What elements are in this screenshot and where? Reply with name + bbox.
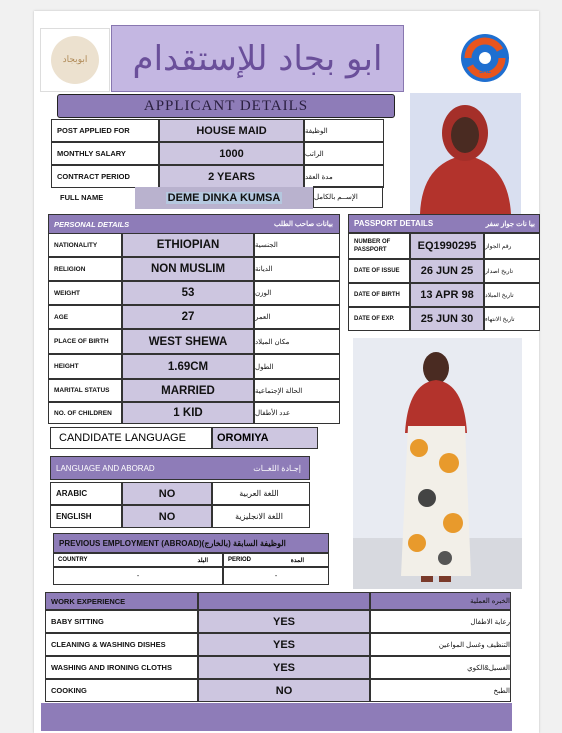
- cv-page: [34, 11, 539, 733]
- personal-detail-label-ar: الحالة الإجتماعية: [254, 379, 340, 402]
- portrait-photo-icon: [410, 93, 521, 214]
- full-name-value: DEME DINKA KUMSA: [135, 187, 313, 209]
- work-experience-value: YES: [198, 656, 370, 679]
- prev-emp-country-value: -: [53, 567, 223, 585]
- personal-detail-label: MARITAL STATUS: [48, 379, 122, 402]
- personal-detail-label-ar: الطول: [254, 354, 340, 379]
- passport-detail-value: 26 JUN 25: [410, 259, 484, 283]
- top-field-value: HOUSE MAID: [159, 119, 304, 142]
- personal-detail-label: AGE: [48, 305, 122, 329]
- saz-logo: [454, 33, 516, 93]
- language-value: NO: [122, 482, 212, 505]
- personal-detail-value: ETHIOPIAN: [122, 233, 254, 257]
- work-experience-label-ar: رعاية الاطفال: [370, 610, 511, 633]
- passport-detail-label-ar: رقم الجواز: [484, 233, 540, 259]
- full-name-label-ar: الإســم بالكامل: [313, 186, 383, 208]
- top-field-label-ar: مدة العقد: [304, 165, 384, 188]
- candidate-language-label: CANDIDATE LANGUAGE: [50, 427, 212, 449]
- top-field-label: MONTHLY SALARY: [51, 142, 159, 165]
- personal-detail-value: MARRIED: [122, 379, 254, 402]
- personal-detail-label: NO. OF CHILDREN: [48, 402, 122, 424]
- top-field-label: CONTRACT PERIOD: [51, 165, 159, 188]
- passport-details-header: PASSPORT DETAILS بيا نات جواز سفر: [348, 214, 540, 233]
- personal-detail-value: 27: [122, 305, 254, 329]
- work-experience-label: COOKING: [45, 679, 198, 702]
- prev-emp-period-value: -: [223, 567, 329, 585]
- passport-detail-label: NUMBER OF PASSPORT: [348, 233, 410, 259]
- personal-detail-label-ar: عدد الأطفال: [254, 402, 340, 424]
- work-experience-label-ar: الطبخ: [370, 679, 511, 702]
- saz-logo-text: SAZ: [479, 69, 491, 75]
- personal-detail-label-ar: مكان الميلاد: [254, 329, 340, 354]
- passport-detail-label: DATE OF ISSUE: [348, 259, 410, 283]
- work-experience-label-ar: التنظيف وغسل المواعين: [370, 633, 511, 656]
- personal-detail-label-ar: الجنسية: [254, 233, 340, 257]
- saz-logo-icon: [456, 33, 514, 83]
- agency-name-banner: [111, 25, 404, 92]
- work-experience-label: BABY SITTING: [45, 610, 198, 633]
- work-experience-header-spacer: [198, 592, 370, 610]
- work-experience-value: YES: [198, 610, 370, 633]
- work-experience-label: CLEANING & WASHING DISHES: [45, 633, 198, 656]
- footer-band: [41, 703, 512, 731]
- calligraphy-logo-icon: ابوبجاد: [51, 36, 99, 84]
- personal-detail-value: 53: [122, 281, 254, 305]
- work-experience-label-ar: الغسيل&الكوي: [370, 656, 511, 679]
- personal-detail-value: NON MUSLIM: [122, 257, 254, 281]
- agency-name-ar: ابو بجاد للإستقدام: [132, 38, 383, 79]
- language-label-ar: اللغة العربية: [212, 482, 310, 505]
- agency-logo: [40, 28, 110, 92]
- passport-detail-label-ar: تاريخ اصدار: [484, 259, 540, 283]
- passport-detail-label: DATE OF BIRTH: [348, 283, 410, 307]
- language-value: NO: [122, 505, 212, 528]
- personal-details-header: PERSONAL DETAILS بيانات صاحب الطلب: [48, 214, 340, 234]
- language-header: LANGUAGE AND ABORAD إجـادة اللغــات: [50, 456, 310, 480]
- personal-detail-label-ar: الديانة: [254, 257, 340, 281]
- passport-detail-label-ar: تاريخ الميلاد: [484, 283, 540, 307]
- applicant-portrait-photo: [410, 93, 521, 214]
- personal-detail-label: HEIGHT: [48, 354, 122, 379]
- personal-detail-value: WEST SHEWA: [122, 329, 254, 354]
- top-field-value: 1000: [159, 142, 304, 165]
- passport-detail-label-ar: تاريخ الانتهاء: [484, 307, 540, 331]
- previous-employment-header: PREVIOUS EMPLOYMENT (ABROAD)(الوظيفة السابقة (بالخارج: [53, 533, 329, 553]
- page-title: APPLICANT DETAILS: [143, 97, 309, 114]
- work-experience-header: WORK EXPERIENCE: [45, 592, 198, 610]
- top-field-label-ar: الراتب: [304, 142, 384, 165]
- top-field-value: 2 YEARS: [159, 165, 304, 188]
- top-field-label: POST APPLIED FOR: [51, 119, 159, 142]
- title-banner: [57, 94, 395, 118]
- passport-detail-value: 13 APR 98: [410, 283, 484, 307]
- passport-detail-value: EQ1990295: [410, 233, 484, 259]
- full-body-photo-icon: [353, 338, 522, 589]
- top-field-label-ar: الوظيفة: [304, 119, 384, 142]
- personal-detail-value: 1 KID: [122, 402, 254, 424]
- personal-detail-label: WEIGHT: [48, 281, 122, 305]
- work-experience-value: YES: [198, 633, 370, 656]
- language-label-ar: اللغة الانجليزية: [212, 505, 310, 528]
- candidate-language-value: OROMIYA: [212, 427, 318, 449]
- prev-emp-country-label: COUNTRY البلد: [53, 553, 223, 567]
- work-experience-label: WASHING AND IRONING CLOTHS: [45, 656, 198, 679]
- work-experience-header-ar: الخبره العملية: [370, 592, 511, 610]
- personal-detail-label-ar: الوزن: [254, 281, 340, 305]
- full-name-label: FULL NAME: [60, 193, 104, 202]
- personal-detail-label: NATIONALITY: [48, 233, 122, 257]
- work-experience-value: NO: [198, 679, 370, 702]
- passport-detail-value: 25 JUN 30: [410, 307, 484, 331]
- personal-detail-label: RELIGION: [48, 257, 122, 281]
- personal-detail-label-ar: العمر: [254, 305, 340, 329]
- prev-emp-period-label: PERIOD المدة: [223, 553, 329, 567]
- personal-detail-label: PLACE OF BIRTH: [48, 329, 122, 354]
- personal-detail-value: 1.69CM: [122, 354, 254, 379]
- language-label: ENGLISH: [50, 505, 122, 528]
- language-label: ARABIC: [50, 482, 122, 505]
- applicant-full-body-photo: [353, 338, 522, 589]
- passport-detail-label: DATE OF EXP.: [348, 307, 410, 331]
